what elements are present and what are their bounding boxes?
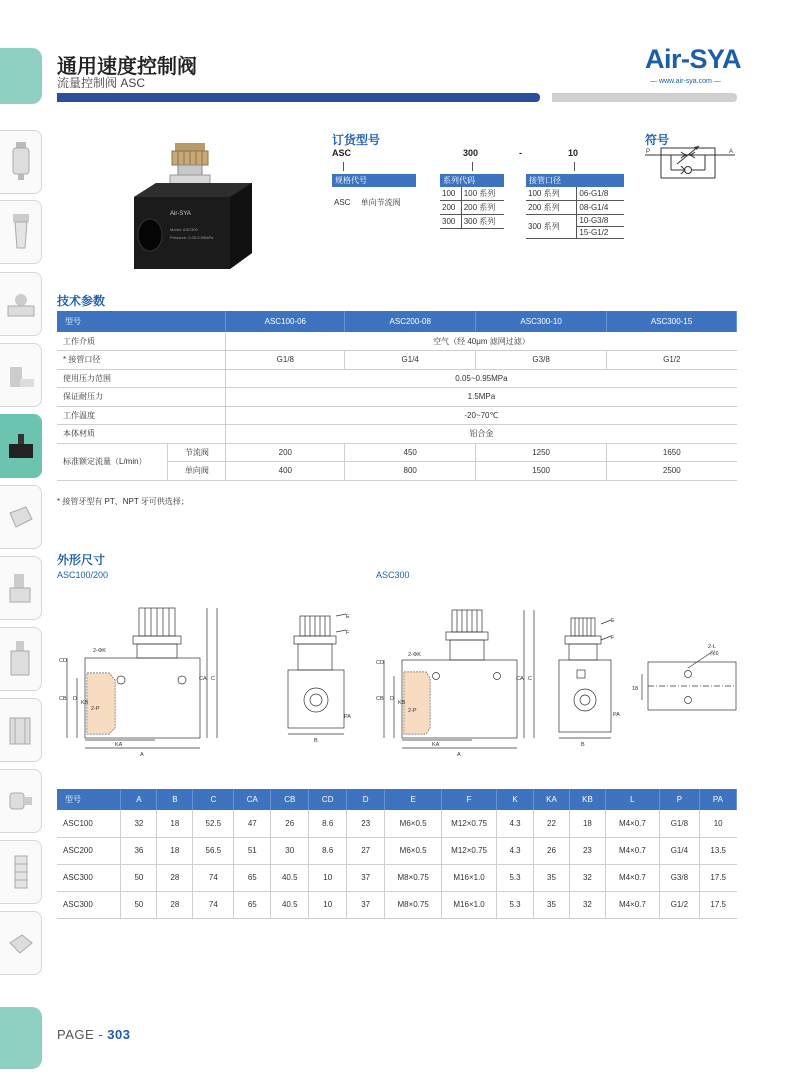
dims-cell: 26 — [271, 810, 309, 837]
tech-value: 800 — [345, 462, 476, 481]
tech-value: 1500 — [476, 462, 607, 481]
dims-cell: G1/4 — [659, 837, 699, 864]
dims-cell: 32 — [569, 891, 605, 918]
dims-cell: 35 — [534, 891, 570, 918]
cylinder-icon — [6, 637, 36, 681]
dims-cell: 50 — [121, 891, 157, 918]
dim-label: KA — [115, 742, 123, 748]
dims-cell: 5.3 — [497, 891, 534, 918]
drawing-small-front — [55, 600, 225, 762]
port-series: 300 系列 — [526, 215, 577, 239]
accessory-icon — [6, 921, 36, 965]
table-row — [57, 891, 737, 918]
dims-cell: G3/8 — [659, 864, 699, 891]
side-thumb-solenoid[interactable] — [0, 485, 42, 549]
series-code-table — [440, 174, 504, 229]
dims-cell: 50 — [121, 864, 157, 891]
product-photo — [120, 135, 270, 285]
dims-cell: M4×0.7 — [605, 864, 659, 891]
order-code-tick — [472, 162, 473, 171]
dims-cell: 8.6 — [309, 810, 347, 837]
dim-label: C — [211, 676, 215, 682]
dims-cell: 26 — [534, 837, 570, 864]
dims-cell: M12×0.75 — [442, 837, 497, 864]
port-size: 06-G1/8 — [577, 187, 624, 201]
side-thumb-switch[interactable] — [0, 769, 42, 833]
valve-icon — [6, 566, 36, 610]
dims-cell: M4×0.7 — [605, 837, 659, 864]
dims-cell: 23 — [347, 810, 385, 837]
port-code-table — [526, 174, 624, 239]
filter-icon — [10, 140, 32, 184]
tech-value: G1/2 — [607, 351, 737, 370]
table-row — [57, 837, 737, 864]
drawing-small-side — [280, 610, 355, 745]
dims-header: CB — [271, 789, 309, 810]
dims-header: E — [385, 789, 442, 810]
tech-title: 技术参数 — [57, 294, 106, 308]
dims-cell: 27 — [347, 837, 385, 864]
dims-cell: 8.6 — [309, 837, 347, 864]
dims-cell: M12×0.75 — [442, 810, 497, 837]
dims-header: CA — [234, 789, 271, 810]
spec-code-value: ASC — [334, 197, 351, 207]
series-name: 200 系列 — [461, 201, 504, 215]
dims-cell: 13.5 — [699, 837, 736, 864]
dims-cell: 17.5 — [699, 864, 736, 891]
order-code-part-asc: ASC — [332, 148, 352, 158]
dims-cell: ASC300 — [57, 864, 121, 891]
manifold-icon — [6, 708, 36, 752]
dim-label: CB — [376, 696, 384, 702]
dims-cell: 18 — [157, 810, 193, 837]
dims-cell: 17.5 — [699, 891, 736, 918]
dim-label: B — [314, 738, 318, 744]
dim-label: 深6 — [710, 651, 719, 657]
tech-value: G3/8 — [476, 351, 607, 370]
dims-cell: 51 — [234, 837, 271, 864]
dims-header: KB — [569, 789, 605, 810]
dims-header: D — [347, 789, 385, 810]
page-title: 通用速度控制阀 — [57, 56, 197, 78]
symbol-p-label: P — [646, 149, 651, 155]
dims-header: A — [121, 789, 157, 810]
page-number-value: 303 — [107, 1027, 131, 1042]
tech-value: 200 — [226, 443, 345, 462]
dim-label: 2-ΦK — [93, 648, 106, 654]
dim-label: KB — [81, 700, 89, 706]
dims-header: F — [442, 789, 497, 810]
dims-cell: 36 — [121, 837, 157, 864]
series-name: 100 系列 — [461, 187, 504, 201]
switch-icon — [6, 779, 36, 823]
table-row — [57, 864, 737, 891]
dim-label: PA — [613, 712, 620, 718]
dims-cell: 4.3 — [497, 837, 534, 864]
side-thumb-silencer[interactable] — [0, 840, 42, 904]
tech-value: G1/8 — [226, 351, 345, 370]
port-size: 08-G1/4 — [577, 201, 624, 215]
series-code: 300 — [440, 215, 461, 229]
order-code-tick — [574, 162, 575, 171]
dims-cell: ASC100 — [57, 810, 121, 837]
tech-label: 工作介质 — [57, 332, 226, 351]
dims-title: 外形尺寸 — [57, 553, 106, 567]
dims-cell: 65 — [234, 864, 271, 891]
dim-label: KB — [398, 700, 406, 706]
flow-valve-icon — [6, 424, 36, 468]
tech-header: ASC100-06 — [226, 311, 345, 332]
port-size: 15-G1/2 — [577, 227, 624, 239]
dims-cell: M4×0.7 — [605, 891, 659, 918]
dim-label: E — [611, 618, 615, 624]
dims-cell: 18 — [569, 810, 605, 837]
dims-cell: 56.5 — [193, 837, 234, 864]
dim-label: KA — [432, 742, 440, 748]
dims-cell: 40.5 — [271, 891, 309, 918]
page-number — [57, 1027, 130, 1042]
side-thumb-valve[interactable] — [0, 556, 42, 620]
tech-value: 1.5MPa — [226, 388, 737, 407]
silencer-icon — [6, 850, 36, 894]
symbol-diagram — [643, 144, 737, 184]
dim-label: A — [140, 752, 144, 758]
symbol-title: 符号 — [645, 133, 670, 147]
photo-spec: Pressure: 0.05-0.95MPa — [170, 235, 214, 240]
tech-value: -20~70℃ — [226, 406, 737, 425]
dims-cell: 32 — [569, 864, 605, 891]
lubricator-icon — [10, 210, 32, 254]
series-code: 100 — [440, 187, 461, 201]
dims-cell: 30 — [271, 837, 309, 864]
tech-value: 400 — [226, 462, 345, 481]
dims-cell: 23 — [569, 837, 605, 864]
tech-header: ASC300-15 — [607, 311, 737, 332]
page-prefix: PAGE - — [57, 1027, 104, 1042]
side-thumb-fitting[interactable] — [0, 343, 42, 407]
dims-cell: 22 — [534, 810, 570, 837]
tech-value: 1650 — [607, 443, 737, 462]
spec-code-table — [332, 174, 416, 217]
tech-note: * 接管牙型有 PT、NPT 牙可供选择； — [57, 497, 189, 506]
dims-cell: M16×1.0 — [442, 864, 497, 891]
dim-label: D — [73, 696, 77, 702]
spec-code-desc: 单向节流阀 — [360, 197, 401, 207]
dim-label: CA — [199, 676, 207, 682]
dims-cell: 28 — [157, 891, 193, 918]
dims-cell: 74 — [193, 891, 234, 918]
dims-header: 型号 — [57, 789, 121, 810]
dims-cell: M8×0.75 — [385, 891, 442, 918]
dims-header: PA — [699, 789, 736, 810]
page-subtitle: 流量控制阀 ASC — [57, 76, 146, 90]
dims-cell: 28 — [157, 864, 193, 891]
dim-label: E — [346, 614, 350, 620]
dim-label: B — [581, 742, 585, 747]
solenoid-icon — [6, 495, 36, 539]
side-thumb-manifold[interactable] — [0, 698, 42, 762]
photo-model: Model: ASC300 — [170, 227, 198, 232]
tech-header: ASC300-10 — [476, 311, 607, 332]
dims-header: KA — [534, 789, 570, 810]
dims-cell: M4×0.7 — [605, 810, 659, 837]
tech-label: 使用压力范围 — [57, 369, 226, 388]
dims-header: P — [659, 789, 699, 810]
dim-label: 2-P — [91, 706, 100, 712]
port-series: 100 系列 — [526, 187, 577, 201]
dims-header: L — [605, 789, 659, 810]
dims-cell: 5.3 — [497, 864, 534, 891]
dims-cell: G1/2 — [659, 891, 699, 918]
side-tab-top — [0, 48, 42, 104]
photo-brand: Air-SYA — [170, 211, 191, 217]
dims-cell: 37 — [347, 891, 385, 918]
tech-value: 450 — [345, 443, 476, 462]
spec-code-header: 规格代号 — [332, 174, 416, 187]
series-code-header: 系列代码 — [440, 174, 504, 187]
dim-label: PA — [344, 714, 351, 720]
dim-label: D — [390, 696, 394, 702]
dims-cell: M16×1.0 — [442, 891, 497, 918]
dims-cell: M8×0.75 — [385, 864, 442, 891]
brand-logo: Air-SYA — [645, 44, 742, 74]
order-code-part-port: 10 — [568, 148, 579, 158]
tech-sublabel: 节流阀 — [168, 443, 226, 462]
side-thumb-flow-valve[interactable] — [0, 414, 42, 478]
series-code: 200 — [440, 201, 461, 215]
order-code-title: 订货型号 — [332, 133, 381, 147]
dims-header: K — [497, 789, 534, 810]
dim-label: A — [457, 752, 461, 758]
drawing-large-side — [553, 612, 628, 747]
dims-header: C — [193, 789, 234, 810]
order-code-dash: - — [519, 148, 522, 158]
tech-label: 工作温度 — [57, 406, 226, 425]
dims-cell: 52.5 — [193, 810, 234, 837]
dim-label: 2-P — [408, 708, 417, 714]
dims-header: B — [157, 789, 193, 810]
tech-sublabel: 单向阀 — [168, 462, 226, 481]
dims-cell: 35 — [534, 864, 570, 891]
brand-url: — www.air-sya.com — — [650, 78, 721, 85]
dim-label: 18 — [632, 686, 639, 692]
tech-table — [57, 311, 737, 481]
dims-cell: 32 — [121, 810, 157, 837]
dim-label: CD — [59, 658, 67, 664]
dims-label-small: ASC100/200 — [57, 570, 109, 580]
tech-value: 2500 — [607, 462, 737, 481]
dims-cell: M6×0.5 — [385, 837, 442, 864]
dim-label: F — [346, 630, 350, 636]
drawing-large-front — [372, 600, 542, 762]
side-thumb-accessory[interactable] — [0, 911, 42, 975]
fitting-icon — [6, 353, 36, 397]
dims-table — [57, 789, 737, 919]
tech-value: G1/4 — [345, 351, 476, 370]
header-bar-grey — [552, 93, 737, 102]
dim-label: CB — [59, 696, 67, 702]
dim-label: CA — [516, 676, 524, 682]
dims-cell: G1/8 — [659, 810, 699, 837]
table-row — [57, 810, 737, 837]
tech-header: ASC200-08 — [345, 311, 476, 332]
dims-cell: M6×0.5 — [385, 810, 442, 837]
side-tab-bottom — [0, 1007, 42, 1069]
tech-label: 标准额定流量（L/min） — [57, 443, 168, 480]
side-thumb-cylinder[interactable] — [0, 627, 42, 691]
port-size: 10-G3/8 — [577, 215, 624, 227]
side-thumb-regulator[interactable] — [0, 272, 42, 336]
drawing-large-bottom — [630, 638, 740, 718]
port-code-header: 接管口径 — [526, 174, 624, 187]
dims-cell: 47 — [234, 810, 271, 837]
dims-cell: 37 — [347, 864, 385, 891]
tech-value: 1250 — [476, 443, 607, 462]
dims-cell: 10 — [309, 864, 347, 891]
dim-label: C — [528, 676, 532, 682]
side-thumb-lubricator[interactable] — [0, 200, 42, 264]
tech-header: 型号 — [57, 311, 226, 332]
tech-value: 铝合金 — [226, 425, 737, 444]
dims-cell: 10 — [699, 810, 736, 837]
header-bar-blue — [57, 93, 540, 102]
symbol-a-label: A — [729, 149, 734, 155]
regulator-icon — [6, 282, 36, 326]
side-thumb-filter[interactable] — [0, 130, 42, 194]
dims-cell: ASC300 — [57, 891, 121, 918]
dims-cell: ASC200 — [57, 837, 121, 864]
dim-label: 2-ΦK — [408, 652, 421, 658]
dims-cell: 40.5 — [271, 864, 309, 891]
dim-label: F — [611, 635, 615, 641]
dims-cell: 65 — [234, 891, 271, 918]
dims-cell: 4.3 — [497, 810, 534, 837]
dim-label: 2-L — [708, 644, 716, 650]
tech-label: * 接管口径 — [57, 351, 226, 370]
order-code-part-series: 300 — [463, 148, 479, 158]
dims-cell: 10 — [309, 891, 347, 918]
tech-value: 0.05~0.95MPa — [226, 369, 737, 388]
tech-value: 空气（经 40μm 滤网过滤） — [226, 332, 737, 351]
port-series: 200 系列 — [526, 201, 577, 215]
tech-label: 本体材质 — [57, 425, 226, 444]
tech-label: 保证耐压力 — [57, 388, 226, 407]
dims-cell: 18 — [157, 837, 193, 864]
order-code-tick — [343, 162, 344, 171]
series-name: 300 系列 — [461, 215, 504, 229]
dims-cell: 74 — [193, 864, 234, 891]
dims-label-large: ASC300 — [376, 570, 410, 580]
dims-header: CD — [309, 789, 347, 810]
dim-label: CD — [376, 660, 384, 666]
